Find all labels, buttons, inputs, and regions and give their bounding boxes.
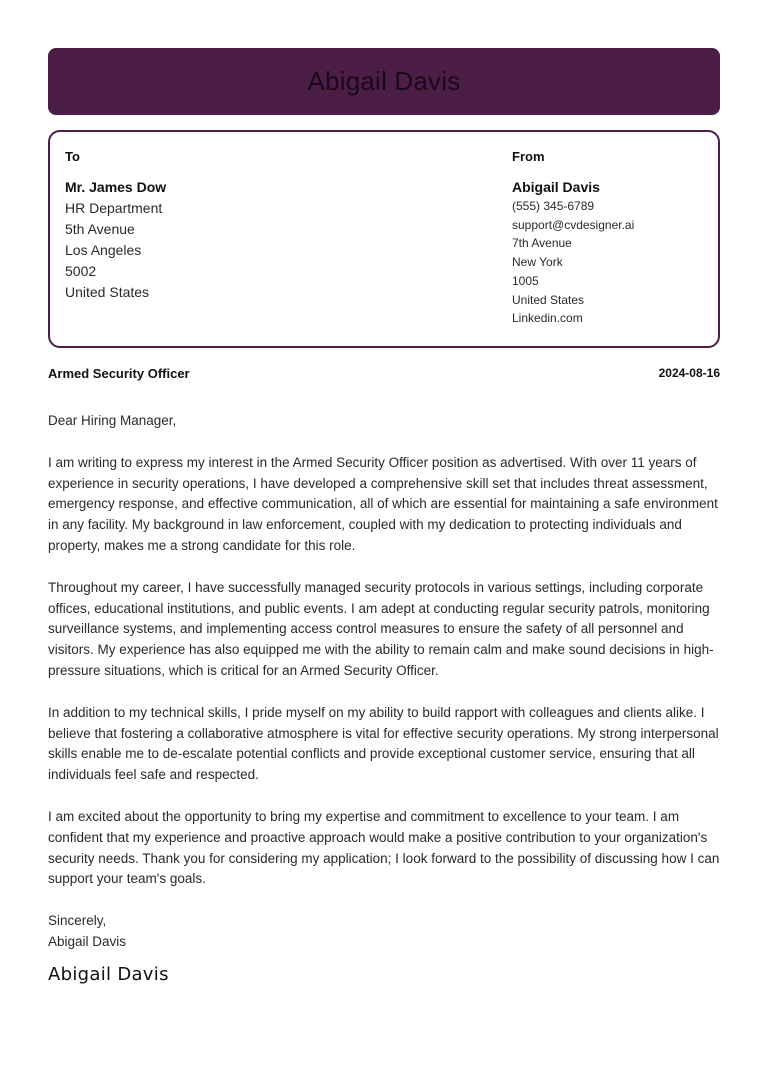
recipient-department: HR Department <box>65 200 163 216</box>
sender-postal-code: 1005 <box>512 273 539 288</box>
applicant-name-title: Abigail Davis <box>307 66 461 96</box>
sender-city: New York <box>512 255 563 270</box>
sender-email: support@cvdesigner.ai <box>512 217 635 232</box>
subject-row <box>48 364 720 382</box>
signature: Abigail Davis <box>48 964 169 985</box>
sender-heading: From <box>512 149 545 164</box>
letter-date: 2024-08-16 <box>658 366 720 380</box>
recipient-block <box>65 149 365 303</box>
sender-country: United States <box>512 292 585 307</box>
recipient-city: Los Angeles <box>65 242 142 258</box>
closing-name: Abigail Davis <box>48 933 127 949</box>
recipient-heading: To <box>65 149 80 164</box>
recipient-name: Mr. James Dow <box>65 179 167 195</box>
body-paragraph: I am excited about the opportunity to bring my expertise and commitment to excellence to your team. I am confident that my experience and proactive approach would make a positive contribution to your organization's security needs. Thank you for considering my application; I look forward to the possibility of discussing how I can support your team's goals. <box>48 808 720 887</box>
sender-street: 7th Avenue <box>512 236 572 251</box>
body-paragraph: In addition to my technical skills, I pride myself on my ability to build rapport with colleagues and clients alike. I believe that fostering a collaborative atmosphere is vital for effective security operations. My strong interpersonal skills enable me to de-escalate potential conflicts and provide exceptional customer service, ensuring that all individuals feel safe and respected. <box>48 704 719 783</box>
letter-subject: Armed Security Officer <box>48 365 190 381</box>
sender-linkedin: Linkedin.com <box>512 311 583 326</box>
body-paragraph: I am writing to express my interest in the Armed Security Officer position as advertised. With over 11 years of experience in security operations, I have developed a comprehensive skill set that includes threat assessment, emergency response, and effective communication, all of which are essential for maintaining a safe environment in any facility. My background in law enforcement, coupled with my dedication to protecting individuals and property, makes me a strong candidate for this role. <box>48 454 718 553</box>
body-paragraph: Throughout my career, I have successfully managed security protocols in various settings, including corporate offices, educational institutions, and public events. I am adept at conducting regular security patrols, monitoring surveillance systems, and implementing access control measures to ensure the safety of all personnel and visitors. My experience has also equipped me with the ability to remain calm and make sound decisions in high-pressure situations, which is critical for an Armed Security Officer. <box>48 579 714 678</box>
letter-body <box>48 411 720 953</box>
header-banner <box>48 48 720 115</box>
sender-phone: (555) 345-6789 <box>512 199 595 213</box>
closing: Sincerely, <box>48 913 107 929</box>
salutation: Dear Hiring Manager, <box>48 413 177 428</box>
recipient-postal-code: 5002 <box>65 263 97 279</box>
sender-block <box>512 149 712 328</box>
sender-name: Abigail Davis <box>512 179 600 195</box>
address-card <box>48 130 720 348</box>
recipient-street: 5th Avenue <box>65 221 135 237</box>
recipient-country: United States <box>65 284 150 300</box>
